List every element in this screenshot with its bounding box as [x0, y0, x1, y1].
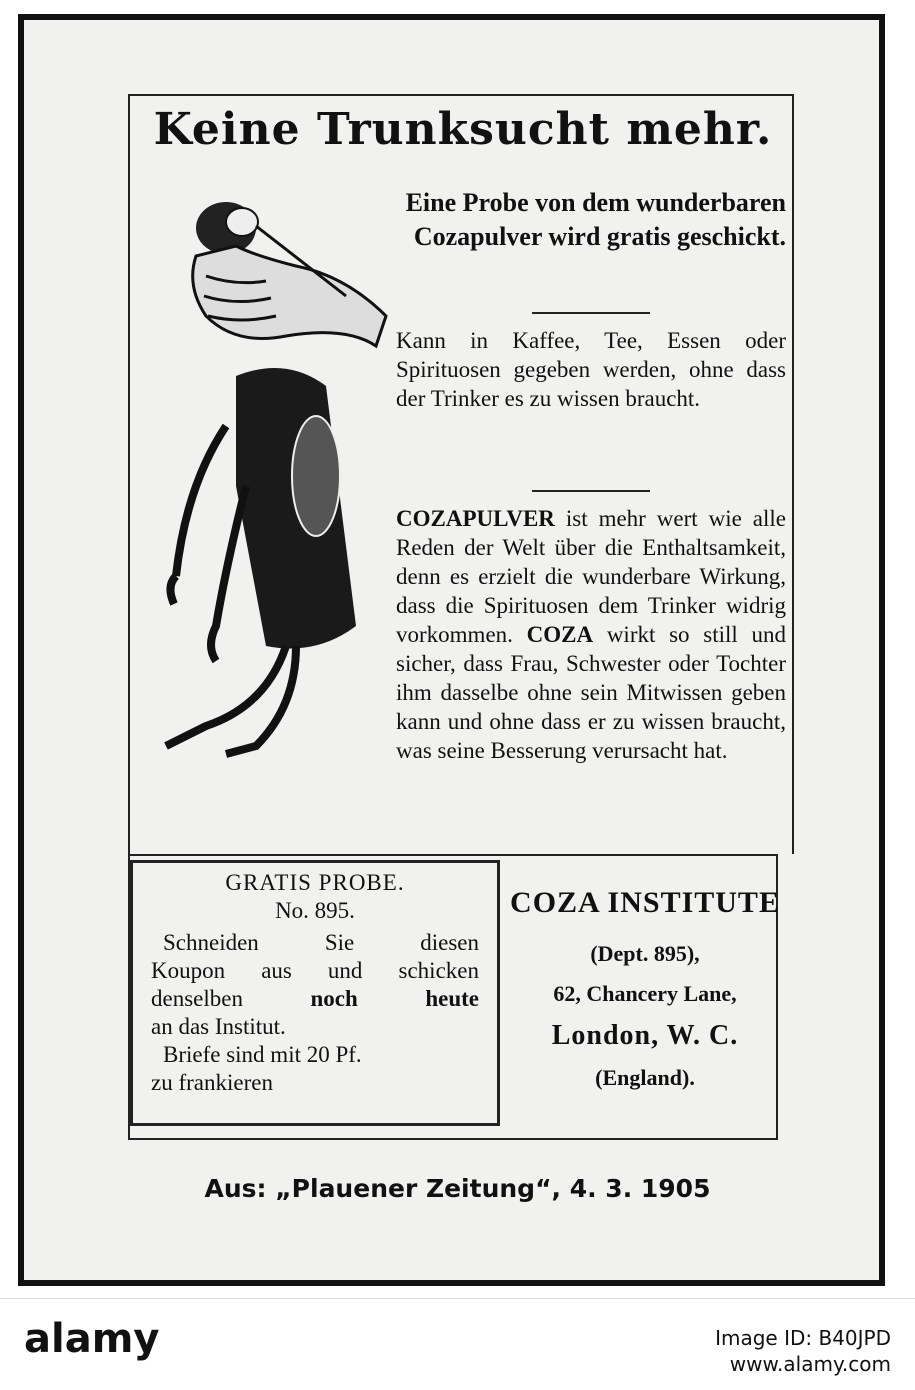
address-city: London, W. C.	[551, 1020, 739, 1051]
coupon-text: Schneiden Sie diesen	[163, 930, 479, 955]
advertisement	[128, 94, 794, 1140]
coupon-text: an das Institut.	[151, 1014, 286, 1039]
coupon-text: Koupon aus und schicken	[151, 958, 479, 983]
ad-paragraph-effect	[396, 504, 786, 765]
ad-headline: Keine Trunksucht mehr.	[153, 104, 773, 155]
stock-logo[interactable]: alamy	[24, 1316, 160, 1362]
brand-name: COZAPULVER	[396, 506, 555, 531]
coupon-title: GRATIS PROBE.	[225, 870, 405, 895]
institute-address	[510, 886, 780, 1098]
man-with-bottle-illustration	[146, 186, 396, 766]
ad-paragraph-usage: Kann in Kaffee, Tee, Essen oder Spirituosen gegeben werden, ohne dass der Trinker es zu wissen braucht.	[396, 328, 786, 411]
address-country: (England).	[595, 1065, 695, 1090]
ad-bottom-section	[128, 854, 778, 1140]
address-dept: (Dept. 895),	[590, 941, 700, 966]
stock-image-id: Image ID: B40JPD	[715, 1326, 891, 1350]
institute-name: COZA INSTITUTE	[510, 886, 780, 919]
separator-rule	[532, 312, 650, 314]
coupon-number: No. 895.	[275, 898, 355, 923]
coupon-postage: zu frankieren	[151, 1070, 273, 1095]
ad-paragraph-text: ist mehr wert wie alle Reden der Welt über die Enthaltsamkeit, denn es erzielt die wunderbare Wirkung, dass die Spirituosen dem Trinker widrig vorkommen.	[396, 506, 786, 647]
coupon	[130, 860, 500, 1126]
coupon-emphasis: noch heute	[310, 986, 480, 1011]
stock-url[interactable]: www.alamy.com	[729, 1352, 891, 1376]
separator-rule	[532, 490, 650, 492]
ad-intro: Eine Probe von dem wunderbaren Cozapulver wird gratis geschickt.	[405, 188, 786, 251]
source-caption: Aus: „Plauener Zeitung“, 4. 3. 1905	[204, 1174, 711, 1203]
address-street: 62, Chancery Lane,	[553, 981, 737, 1006]
coupon-postage: Briefe sind mit 20 Pf.	[163, 1042, 362, 1067]
brand-name: COZA	[526, 622, 594, 647]
divider	[0, 1298, 915, 1299]
ad-paragraph-text: wirkt so still und sicher, dass Frau, Schwester oder Tochter ihm dasselbe ohne sein Mitwissen geben kann und ohne dass er zu wissen braucht, was seine Besserung verursacht hat.	[396, 622, 787, 763]
coupon-text-part: denselben	[151, 986, 243, 1011]
coupon-text	[151, 985, 479, 1013]
